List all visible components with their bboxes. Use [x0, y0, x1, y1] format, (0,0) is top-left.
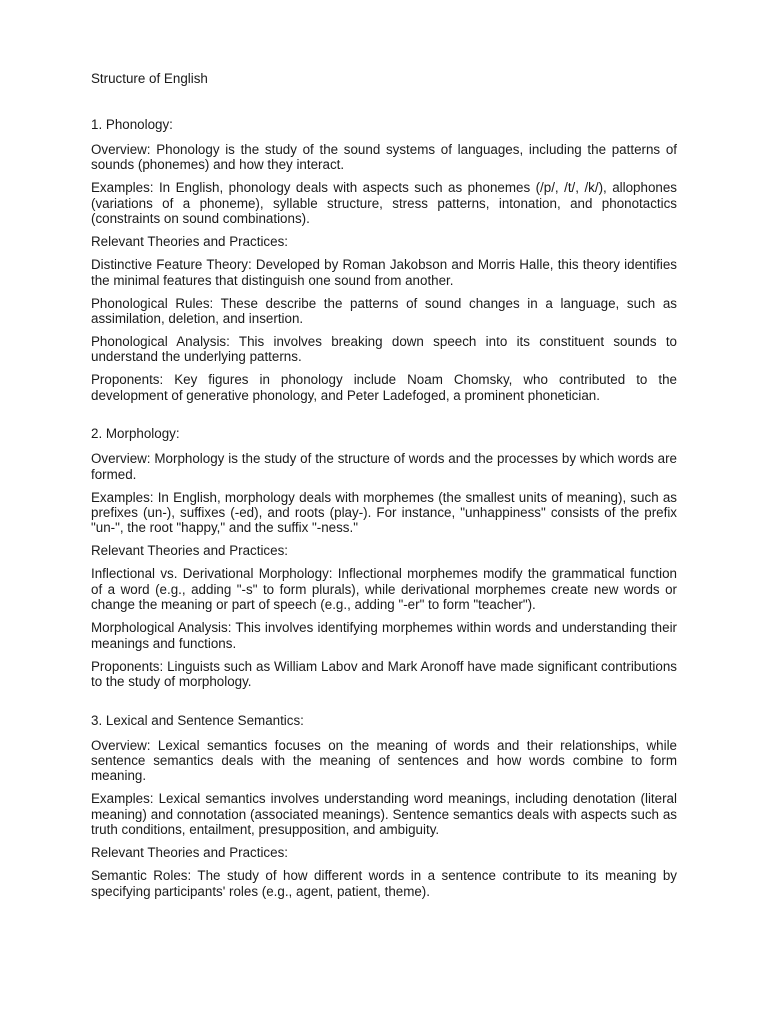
paragraph-morphological-analysis: Morphological Analysis: This involves identifying morphemes within words and understanding their meanings and functions.: [91, 620, 677, 651]
section-heading: 1. Phonology:: [91, 117, 173, 132]
section-heading: 2. Morphology:: [91, 426, 180, 442]
section-heading: 3. Lexical and Sentence Semantics:: [91, 712, 304, 728]
paragraph-theories-label: Relevant Theories and Practices:: [91, 234, 288, 250]
document-title: Structure of English: [91, 71, 208, 86]
paragraph-proponents: Proponents: Key figures in phonology include Noam Chomsky, who contributed to the development of generative phonology, and Peter Ladefoged, a prominent phonetician.: [91, 372, 677, 403]
section-semantics: [91, 713, 677, 899]
paragraph-theories-label: Relevant Theories and Practices:: [91, 845, 288, 861]
paragraph-distinctive-feature: Distinctive Feature Theory: Developed by Roman Jakobson and Morris Halle, this theory identifies the minimal features that distinguish one sound from another.: [91, 257, 677, 288]
paragraph-examples: Examples: In English, phonology deals with aspects such as phonemes (/p/, /t/, /k/), allophones (variations of a phoneme), syllable structure, stress patterns, intonation, and phonotactics (constraints on sound combinations).: [91, 180, 677, 227]
paragraph-semantic-roles: Semantic Roles: The study of how different words in a sentence contribute to its meaning by specifying participants' roles (e.g., agent, patient, theme).: [91, 868, 677, 899]
paragraph-examples: Examples: In English, morphology deals with morphemes (the smallest units of meaning), such as prefixes (un-), suffixes (-ed), and roots (play-). For instance, "unhappiness" consists of the prefix "un-", the root "happy," and the suffix "-ness.": [91, 489, 677, 536]
paragraph-overview: Overview: Lexical semantics focuses on the meaning of words and their relationships, while sentence semantics deals with the meaning of sentences and how words combine to form meaning.: [91, 737, 677, 784]
paragraph-phonological-rules: Phonological Rules: These describe the patterns of sound changes in a language, such as assimilation, deletion, and insertion.: [91, 295, 677, 327]
section-morphology: [91, 426, 677, 689]
paragraph-theories-label: Relevant Theories and Practices:: [91, 543, 288, 559]
section-phonology: [91, 117, 677, 403]
paragraph-examples: Examples: Lexical semantics involves understanding word meanings, including denotation (literal meaning) and connotation (associated meanings). Sentence semantics deals with aspects such as truth conditions, entailment, presupposition, and ambiguity.: [91, 791, 677, 838]
paragraph-overview: Overview: Phonology is the study of the sound systems of languages, including the patterns of sounds (phonemes) and how they interact.: [91, 142, 677, 173]
paragraph-phonological-analysis: Phonological Analysis: This involves breaking down speech into its constituent sounds to understand the underlying patterns.: [91, 334, 677, 365]
paragraph-proponents: Proponents: Linguists such as William Labov and Mark Aronoff have made significant contributions to the study of morphology.: [91, 658, 677, 690]
document-page: [91, 71, 677, 899]
paragraph-inflectional-derivational: Inflectional vs. Derivational Morphology: Inflectional morphemes modify the grammatical function of a word (e.g., adding "-s" to form plurals), while derivational morphemes create new words or change the meaning or part of speech (e.g., adding "-er" to form "teacher").: [91, 566, 677, 613]
paragraph-overview: Overview: Morphology is the study of the structure of words and the processes by which words are formed.: [91, 451, 677, 482]
